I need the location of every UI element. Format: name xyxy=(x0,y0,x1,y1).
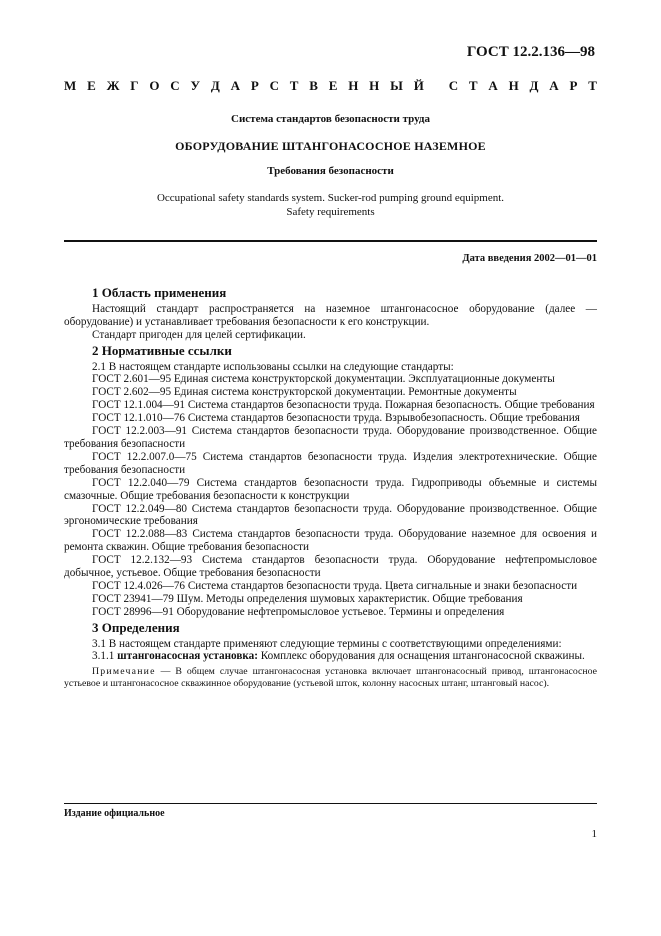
reference-item: ГОСТ 2.602—95 Единая система конструкторской документации. Ремонтные документы xyxy=(92,386,517,399)
edition-label: Издание официальное xyxy=(64,808,165,819)
reference-item: ГОСТ 12.2.088—83 Система стандартов безопасности труда. Оборудование наземное для освоения и ремонта скважин. Общие требования безопасности xyxy=(64,528,597,554)
reference-item: ГОСТ 12.2.049—80 Система стандартов безопасности труда. Оборудование производственное. Общие эргономические требования xyxy=(64,502,597,528)
banner-letter: С xyxy=(170,78,180,93)
banner-letter: Н xyxy=(348,78,359,93)
reference-item: ГОСТ 12.4.026—76 Система стандартов безопасности труда. Цвета сигнальные и знаки безопасности xyxy=(92,579,578,592)
banner-letter: А xyxy=(230,78,240,93)
document-body xyxy=(64,284,597,689)
term-number: 3.1.1 xyxy=(92,650,115,663)
note-label: Примечание xyxy=(92,666,156,678)
reference-item: ГОСТ 12.2.132—93 Система стандартов безопасности труда. Оборудование нефтепромысловое добычное, устьевое. Общие требования безопасности xyxy=(64,554,597,580)
reference-item: ГОСТ 12.2.040—79 Система стандартов безопасности труда. Гидроприводы объемные и системы смазочные. Общие требования безопасности к конструкции xyxy=(64,476,597,502)
paragraph: Стандарт пригоден для целей сертификации. xyxy=(92,328,306,341)
page-number: 1 xyxy=(591,828,597,840)
section-heading: 2 Нормативные ссылки xyxy=(92,342,232,358)
banner-letter: А xyxy=(488,78,498,93)
banner-letter: Н xyxy=(508,78,519,93)
banner-letter: Р xyxy=(250,78,259,93)
term-text: Комплекс оборудования для оснащения штангонасосной скважины. xyxy=(260,650,585,663)
english-title-line: Safety requirements xyxy=(286,206,375,218)
banner-letter: Д xyxy=(529,78,539,93)
banner-letter: Ы xyxy=(390,78,403,93)
introduction-date: Дата введения 2002—01—01 xyxy=(462,253,597,264)
english-title-line: Occupational safety standards system. Sucker-rod pumping ground equipment. xyxy=(156,192,505,204)
banner-letter: Т xyxy=(468,78,478,93)
document-subtitle: Требования безопасности xyxy=(267,165,394,177)
banner-letter: Е xyxy=(328,78,338,93)
banner-letter: Т xyxy=(588,78,597,93)
reference-item: ГОСТ 28996—91 Оборудование нефтепромысловое устьевое. Термины и определения xyxy=(92,605,505,618)
term-name: штангонасосная установка: xyxy=(117,650,258,663)
document-title: ОБОРУДОВАНИЕ ШТАНГОНАСОСНОЕ НАЗЕМНОЕ xyxy=(175,139,486,153)
reference-item: ГОСТ 2.601—95 Единая система конструкторской документации. Эксплуатационные документы xyxy=(92,373,555,386)
banner-letter: Ж xyxy=(106,78,120,93)
term-definition xyxy=(64,650,597,663)
banner-letter: М xyxy=(64,78,77,93)
section-heading: 3 Определения xyxy=(92,619,180,635)
system-title: Система стандартов безопасности труда xyxy=(231,113,430,125)
paragraph: Настоящий стандарт распространяется на наземное штангонасосное оборудование (далее — оборудование) и устанавливает требования безопасности к его конструкции. xyxy=(64,302,597,328)
banner-letter: Й xyxy=(413,78,424,93)
banner-letter: Е xyxy=(87,78,96,93)
banner-letter: В xyxy=(309,78,318,93)
section-heading: 1 Область применения xyxy=(92,285,227,300)
footer-divider xyxy=(64,803,597,804)
banner-letter: С xyxy=(448,78,459,93)
banner-letter: Р xyxy=(569,78,578,93)
title-divider xyxy=(64,240,597,242)
english-title xyxy=(64,191,597,219)
banner-letter: Т xyxy=(289,78,299,93)
paragraph: 2.1 В настоящем стандарте использованы ссылки на следующие стандарты: xyxy=(92,360,454,373)
interstate-standard-banner xyxy=(64,78,597,94)
note-text: — В общем случае штангонасосная установка включает штангонасосный привод, штангонасосное устьевое и штангонасосное скважинное оборудование (устьевой шток, колонну насосных штанг, штанговый насос). xyxy=(64,666,597,689)
banner-letter: Н xyxy=(369,78,380,93)
reference-item: ГОСТ 12.2.007.0—75 Система стандартов безопасности труда. Изделия электротехнические. Общие требования безопасности xyxy=(64,450,597,476)
banner-letter: Г xyxy=(130,78,139,93)
paragraph: 3.1 В настоящем стандарте применяют следующие термины с соответствующими определениями: xyxy=(92,637,562,650)
reference-item: ГОСТ 12.1.004—91 Система стандартов безопасности труда. Пожарная безопасность. Общие требования xyxy=(92,399,595,412)
banner-letter: С xyxy=(269,78,279,93)
reference-item: ГОСТ 12.2.003—91 Система стандартов безопасности труда. Оборудование производственное. Общие требования безопасности xyxy=(64,425,597,450)
reference-item: ГОСТ 23941—79 Шум. Методы определения шумовых характеристик. Общие требования xyxy=(92,592,523,605)
banner-letter: А xyxy=(549,78,559,93)
banner-letter: У xyxy=(190,78,201,93)
banner-letter: О xyxy=(149,78,160,93)
note xyxy=(64,666,597,689)
banner-gap xyxy=(435,78,438,94)
banner-letter: Д xyxy=(210,78,220,93)
gost-code: ГОСТ 12.2.136—98 xyxy=(466,44,595,60)
reference-item: ГОСТ 12.1.010—76 Система стандартов безопасности труда. Взрывобезопасность. Общие требования xyxy=(92,412,580,425)
